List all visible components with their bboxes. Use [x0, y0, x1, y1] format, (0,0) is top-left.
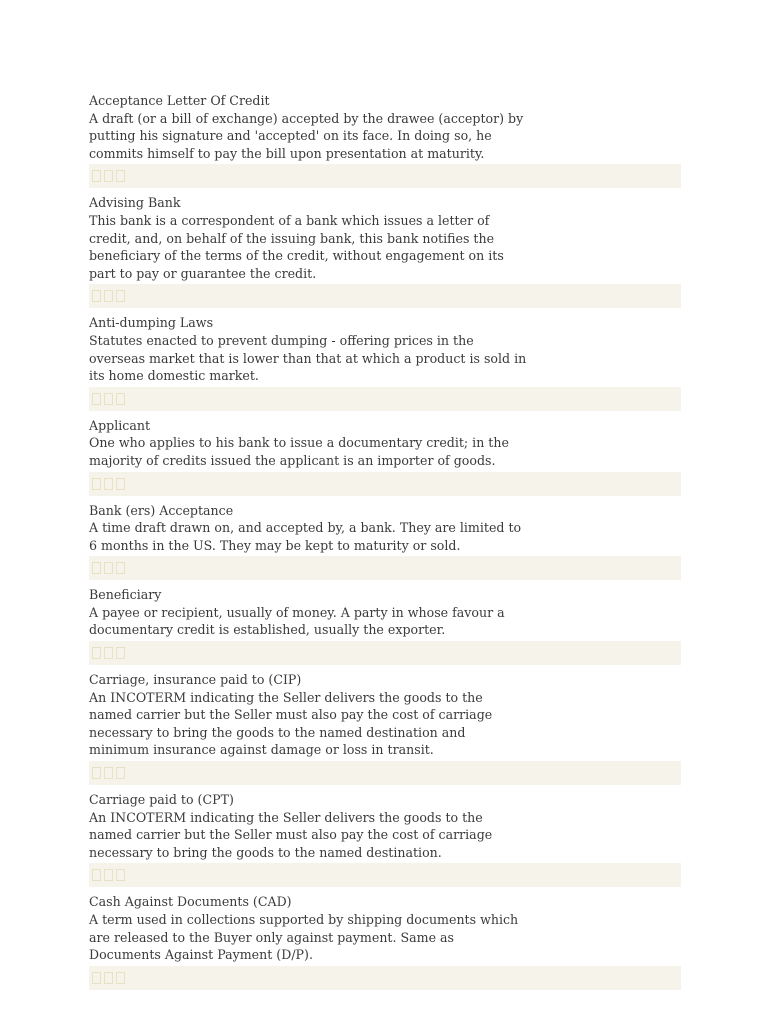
entry-definition: This bank is a correspondent of a bank which issues a letter of credit, and, on behalf of the issuing bank, this bank notifies the beneficiary of the terms of the credit, without engagement on its part to pay or guarantee the credit.	[89, 212, 504, 281]
placeholder-glyph-icon	[92, 170, 101, 182]
placeholder-glyph-icon	[116, 478, 125, 490]
entry-separator	[89, 863, 681, 887]
entry-term: Bank (ers) Acceptance	[89, 502, 234, 518]
placeholder-glyph-icon	[92, 972, 101, 984]
placeholder-glyph-icon	[116, 170, 125, 182]
entry-separator	[89, 966, 681, 990]
entry-separator	[89, 164, 681, 188]
entry-definition: A payee or recipient, usually of money. A party in whose favour a documentary credit is established, usually the exporter.	[89, 604, 505, 638]
entry-term: Advising Bank	[89, 195, 181, 211]
entry-definition: A term used in collections supported by shipping documents which are released to the Buyer only against payment. Same as Documents Against Payment (D/P).	[89, 912, 519, 963]
placeholder-glyph-icon	[104, 869, 113, 881]
entry-definition: Statutes enacted to prevent dumping - offering prices in the overseas market that is lower than that at which a product is sold in its home domestic market.	[89, 332, 527, 384]
entry-term: Beneficiary	[89, 587, 162, 603]
entry-term: Carriage paid to (CPT)	[89, 792, 234, 808]
placeholder-glyph-icon	[92, 869, 101, 881]
placeholder-glyph-icon	[104, 647, 113, 659]
placeholder-glyph-icon	[104, 290, 113, 302]
glossary-entry	[89, 671, 681, 785]
entry-definition: One who applies to his bank to issue a documentary credit; in the majority of credits issued the applicant is an importer of goods.	[89, 435, 509, 468]
entry-term: Anti-dumping Laws	[89, 315, 214, 331]
placeholder-glyph-icon	[116, 869, 125, 881]
entry-separator	[89, 761, 681, 785]
glossary-entry	[89, 194, 681, 308]
placeholder-glyph-icon	[104, 170, 113, 182]
placeholder-glyph-icon	[116, 562, 125, 574]
entry-separator	[89, 641, 681, 665]
glossary-entry	[89, 417, 681, 496]
entry-definition: An INCOTERM indicating the Seller delivers the goods to the named carrier but the Seller must also pay the cost of carriage necessary to bring the goods to the named destination.	[89, 809, 493, 860]
placeholder-glyph-icon	[104, 972, 113, 984]
placeholder-glyph-icon	[116, 767, 125, 779]
placeholder-glyph-icon	[116, 647, 125, 659]
glossary-list	[89, 92, 681, 996]
entry-term: Cash Against Documents (CAD)	[89, 894, 292, 910]
entry-separator	[89, 387, 681, 411]
entry-separator	[89, 472, 681, 496]
entry-definition: An INCOTERM indicating the Seller delivers the goods to the named carrier but the Seller must also pay the cost of carriage necessary to bring the goods to the named destination and minimum insurance against damage or loss in transit.	[89, 689, 493, 758]
placeholder-glyph-icon	[92, 562, 101, 574]
glossary-entry	[89, 502, 681, 581]
placeholder-glyph-icon	[92, 478, 101, 490]
placeholder-glyph-icon	[116, 290, 125, 302]
placeholder-glyph-icon	[92, 647, 101, 659]
entry-separator	[89, 556, 681, 580]
glossary-entry	[89, 586, 681, 665]
placeholder-glyph-icon	[104, 478, 113, 490]
entry-definition: A draft (or a bill of exchange) accepted by the drawee (acceptor) by putting his signature and 'accepted' on its face. In doing so, he commits himself to pay the bill upon presentation at maturity.	[89, 110, 524, 161]
entry-term: Acceptance Letter Of Credit	[89, 93, 270, 108]
placeholder-glyph-icon	[104, 562, 113, 574]
entry-term: Applicant	[89, 417, 151, 433]
glossary-entry	[89, 92, 681, 188]
placeholder-glyph-icon	[92, 290, 101, 302]
glossary-entry	[89, 893, 681, 989]
entry-term: Carriage, insurance paid to (CIP)	[89, 672, 302, 688]
placeholder-glyph-icon	[116, 393, 125, 405]
placeholder-glyph-icon	[92, 767, 101, 779]
placeholder-glyph-icon	[92, 393, 101, 405]
glossary-entry	[89, 314, 681, 410]
entry-separator	[89, 284, 681, 308]
placeholder-glyph-icon	[104, 767, 113, 779]
entry-definition: A time draft drawn on, and accepted by, a bank. They are limited to 6 months in the US. They may be kept to maturity or sold.	[89, 520, 522, 553]
glossary-entry	[89, 791, 681, 887]
placeholder-glyph-icon	[104, 393, 113, 405]
placeholder-glyph-icon	[116, 972, 125, 984]
